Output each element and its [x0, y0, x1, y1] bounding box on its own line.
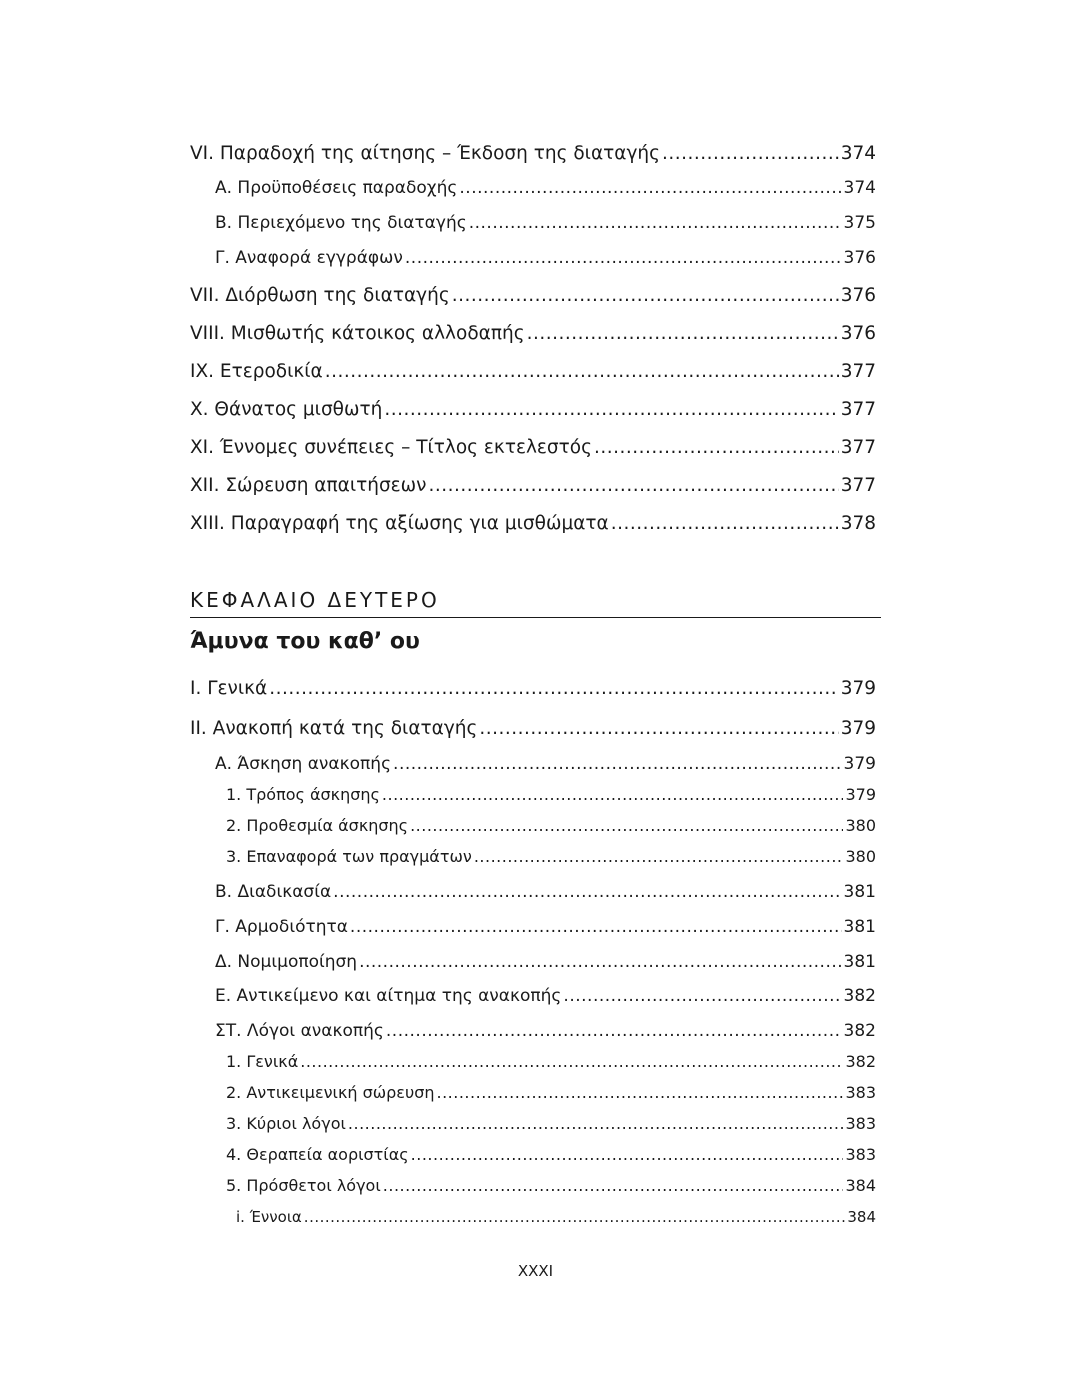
toc-entry-label: Ε. Αντικείμενο και αίτημα της ανακοπής: [215, 986, 562, 1006]
toc-entry-page: 379: [843, 754, 876, 774]
toc-entry: [190, 1147, 876, 1163]
toc-entry-label: II. Ανακοπή κατά της διαταγής: [190, 718, 478, 739]
toc-entry-label: IX. Ετεροδικία: [190, 361, 323, 382]
toc-entry-page: 383: [845, 1083, 876, 1102]
toc-entry-page: 378: [840, 513, 876, 534]
dot-leader: [469, 215, 842, 232]
toc-entry: [190, 988, 876, 1005]
toc-entry-label: ΣΤ. Λόγοι ανακοπής: [215, 1021, 384, 1041]
dot-leader: [384, 401, 838, 420]
toc-entry: [190, 884, 876, 901]
chapter-heading: ΚΕΦΑΛΑΙΟ ΔΕΥΤΕΡΟ: [190, 588, 440, 612]
toc-entry: [190, 1178, 876, 1194]
toc-entry: [190, 1054, 876, 1070]
dot-leader: [474, 849, 844, 865]
dot-leader: [383, 1178, 844, 1194]
toc-entry-label: 2. Αντικειμενική σώρευση: [226, 1083, 435, 1102]
toc-entry: [190, 1023, 876, 1040]
toc-entry: [190, 849, 876, 865]
toc-entry: [190, 1210, 876, 1225]
dot-leader: [411, 1147, 844, 1163]
toc-entry-label: XIII. Παραγραφή της αξίωσης για μισθώματα: [190, 513, 609, 534]
toc-entry-label: 1. Τρόπος άσκησης: [226, 785, 380, 804]
dot-leader: [325, 363, 839, 382]
dot-leader: [350, 919, 842, 936]
dot-leader: [662, 145, 839, 164]
toc-entry-page: 380: [845, 816, 876, 835]
toc-entry: [190, 756, 876, 773]
toc-entry: [190, 439, 876, 458]
toc-entry-label: Γ. Αρμοδιότητα: [215, 917, 348, 937]
dot-leader: [348, 1116, 844, 1132]
dot-leader: [563, 988, 841, 1005]
toc-entry-page: 377: [840, 399, 876, 420]
toc-entry: [190, 215, 876, 232]
toc-entry: [190, 180, 876, 197]
toc-entry-label: Α. Άσκηση ανακοπής: [215, 754, 392, 774]
toc-entry-label: 1. Γενικά: [226, 1052, 299, 1071]
dot-leader: [269, 680, 838, 699]
toc-entry-page: 376: [840, 285, 876, 306]
toc-entry: [190, 919, 876, 936]
toc-entry-label: VII. Διόρθωση της διαταγής: [190, 285, 450, 306]
toc-entry-label: Γ. Αναφορά εγγράφων: [215, 248, 403, 268]
toc-entry: [190, 477, 876, 496]
toc-entry-page: 374: [843, 178, 876, 198]
toc-entry: [190, 287, 876, 306]
dot-leader: [382, 787, 844, 803]
toc-entry: [190, 363, 876, 382]
dot-leader: [437, 1085, 844, 1101]
toc-entry-label: 3. Επαναφορά των πραγμάτων: [226, 847, 472, 866]
toc-entry: [190, 1116, 876, 1132]
toc-entry-label: 5. Πρόσθετοι λόγοι: [226, 1176, 381, 1195]
toc-entry: [190, 145, 876, 164]
toc-entry-page: 383: [845, 1114, 876, 1133]
dot-leader: [594, 439, 839, 458]
dot-leader: [611, 515, 839, 534]
toc-entry: [190, 325, 876, 344]
dot-leader: [410, 818, 843, 834]
dot-leader: [452, 287, 839, 306]
toc-entry-label: Δ. Νομιμοποίηση: [215, 952, 358, 972]
toc-entry-label: I. Γενικά: [190, 678, 268, 699]
toc-entry-label: Α. Προϋποθέσεις παραδοχής: [215, 178, 458, 198]
toc-entry-page: 381: [843, 952, 876, 972]
toc-entry-label: Β. Διαδικασία: [215, 882, 332, 902]
toc-entry-page: 381: [843, 882, 876, 902]
toc-entry-label: VIII. Μισθωτής κάτοικος αλλοδαπής: [190, 323, 525, 344]
toc-entry-page: 376: [843, 248, 876, 268]
toc-entry-label: VI. Παραδοχή της αίτησης – Έκδοση της διαταγής: [190, 143, 660, 164]
toc-entry: [190, 1085, 876, 1101]
toc-entry-label: XI. Έννομες συνέπειες – Τίτλος εκτελεστός: [190, 437, 592, 458]
toc-entry-page: 379: [840, 718, 876, 739]
section-title: Άμυνα του καθ’ ου: [190, 629, 420, 654]
dot-leader: [429, 477, 839, 496]
toc-entry-page: 377: [840, 475, 876, 496]
toc-entry-page: 381: [843, 917, 876, 937]
toc-entry-page: 379: [845, 785, 876, 804]
chapter-divider: [190, 617, 881, 618]
toc-entry-label: 4. Θεραπεία αοριστίας: [226, 1145, 409, 1164]
dot-leader: [405, 250, 842, 267]
dot-leader: [300, 1054, 843, 1070]
toc-entry: [190, 250, 876, 267]
toc-entry: [190, 401, 876, 420]
toc-entry: [190, 818, 876, 834]
dot-leader: [359, 954, 841, 971]
toc-entry-label: X. Θάνατος μισθωτή: [190, 399, 383, 420]
toc-entry-label: Β. Περιεχόμενο της διαταγής: [215, 213, 467, 233]
toc-entry-label: 2. Προθεσμία άσκησης: [226, 816, 409, 835]
toc-entry: [190, 720, 876, 739]
toc-entry: [190, 680, 876, 699]
toc-entry-label: i. Έννοια: [236, 1208, 302, 1226]
toc-entry-page: 375: [843, 213, 876, 233]
toc-entry-page: 384: [847, 1208, 876, 1226]
toc-entry-page: 382: [843, 986, 876, 1006]
toc-entry-page: 374: [840, 143, 876, 164]
dot-leader: [304, 1210, 846, 1225]
toc-entry-label: 3. Κύριοι λόγοι: [226, 1114, 346, 1133]
dot-leader: [386, 1023, 842, 1040]
page-number: XXXI: [517, 1262, 554, 1280]
toc-entry-page: 377: [840, 437, 876, 458]
dot-leader: [479, 720, 838, 739]
dot-leader: [333, 884, 841, 901]
dot-leader: [459, 180, 841, 197]
dot-leader: [393, 756, 842, 773]
toc-entry-page: 379: [840, 678, 876, 699]
toc-entry-label: XII. Σώρευση απαιτήσεων: [190, 475, 427, 496]
dot-leader: [527, 325, 839, 344]
toc-entry: [190, 515, 876, 534]
toc-entry-page: 380: [845, 847, 876, 866]
toc-entry-page: 383: [845, 1145, 876, 1164]
toc-entry-page: 377: [840, 361, 876, 382]
toc-entry-page: 376: [840, 323, 876, 344]
toc-entry-page: 382: [843, 1021, 876, 1041]
toc-entry: [190, 954, 876, 971]
toc-entry-page: 384: [845, 1176, 876, 1195]
toc-entry: [190, 787, 876, 803]
toc-entry-page: 382: [845, 1052, 876, 1071]
